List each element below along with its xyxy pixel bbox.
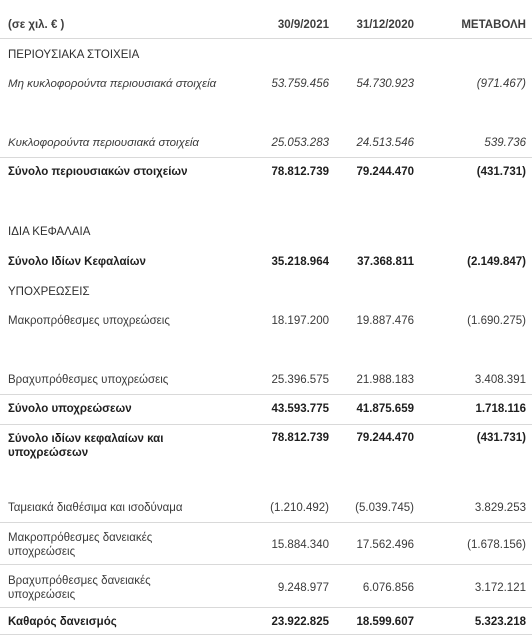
section-title: ΠΕΡΙΟΥΣΙΑΚΑ ΣΤΟΙΧΕΙΑ [8,49,140,61]
value-2020: 6.076.856 [362,582,414,594]
row-label-line1: Βραχυπρόθεσμες δανειακές [8,575,151,587]
value-2020: 79.244.470 [356,432,414,444]
section-title: ΥΠΟΧΡΕΩΣΕΙΣ [8,286,90,298]
value-2021: 78.812.739 [271,166,329,178]
value-2021: 53.759.456 [271,78,329,90]
value-change: 3.172.121 [474,582,526,594]
value-change: 1.718.116 [475,403,526,415]
column-header-31-12-2020: 31/12/2020 [356,19,414,31]
value-2021: 43.593.775 [271,403,329,415]
value-change: (1.690.275) [467,315,526,327]
row-label: Σύνολο υποχρεώσεων [8,403,132,415]
row-label: Καθαρός δανεισμός [8,616,117,628]
value-2020: 21.988.183 [356,374,414,386]
row-label: Βραχυπρόθεσμες υποχρεώσεις [8,374,169,386]
value-2020: 37.368.811 [357,256,414,268]
value-2021: 15.884.340 [271,539,329,551]
value-2021: 25.396.575 [271,374,329,386]
column-header-30-9-2021: 30/9/2021 [277,19,329,31]
divider [0,394,532,395]
value-2020: 19.887.476 [356,315,414,327]
divider [0,634,532,635]
value-change: (431.731) [476,166,526,178]
value-2020: 24.513.546 [356,137,414,149]
value-2021: 18.197.200 [271,315,329,327]
value-change: 5.323.218 [474,616,526,628]
divider [0,522,532,523]
row-label-line1: Μακροπρόθεσμες δανειακές [8,532,153,544]
divider [0,607,532,608]
row-label [8,432,163,460]
value-change: (971.467) [476,78,526,90]
value-2020: 79.244.470 [356,166,414,178]
value-2020: 54.730.923 [356,78,414,90]
value-2020: (5.039.745) [355,502,414,514]
column-header-change: ΜΕΤΑΒΟΛΗ [461,19,526,31]
row-label [8,531,152,559]
row-label: Κυκλοφορούντα περιουσιακά στοιχεία [8,137,199,149]
value-2021: 78.812.739 [271,432,329,444]
row-label-line2: υποχρεώσεις [8,546,76,558]
units-label: (σε χιλ. € ) [8,19,65,31]
value-change: (431.731) [476,432,526,444]
value-change: (1.678.156) [467,539,526,551]
divider [0,424,532,425]
value-2021: 23.922.825 [271,616,329,628]
divider [0,564,532,565]
row-label: Μακροπρόθεσμες υποχρεώσεις [8,315,170,327]
value-2021: 25.053.283 [271,137,329,149]
row-label-line1: Σύνολο ιδίων κεφαλαίων και [8,433,164,445]
value-change: 3.829.253 [474,502,526,514]
value-2021: 35.218.964 [271,256,329,268]
value-change: 3.408.391 [474,374,526,386]
value-change: 539.736 [484,137,526,149]
row-label: Σύνολο Ιδίων Κεφαλαίων [8,256,146,268]
row-label: Σύνολο περιουσιακών στοιχείων [8,166,188,178]
section-title: ΙΔΙΑ ΚΕΦΑΛΑΙΑ [8,226,91,238]
value-2020: 18.599.607 [356,616,414,628]
row-label-line2: υποχρεώσεις [8,589,76,601]
value-2021: (1.210.492) [270,502,329,514]
row-label: Μη κυκλοφορούντα περιουσιακά στοιχεία [8,78,217,90]
value-2021: 9.248.977 [277,582,329,594]
divider [0,157,532,158]
value-change: (2.149.847) [467,256,526,268]
value-2020: 17.562.496 [356,539,414,551]
row-label-line2: υποχρεώσεων [8,447,89,459]
value-2020: 41.875.659 [356,403,414,415]
row-label: Ταμειακά διαθέσιμα και ισοδύναμα [8,502,183,514]
row-label [8,574,151,602]
divider [0,38,532,39]
